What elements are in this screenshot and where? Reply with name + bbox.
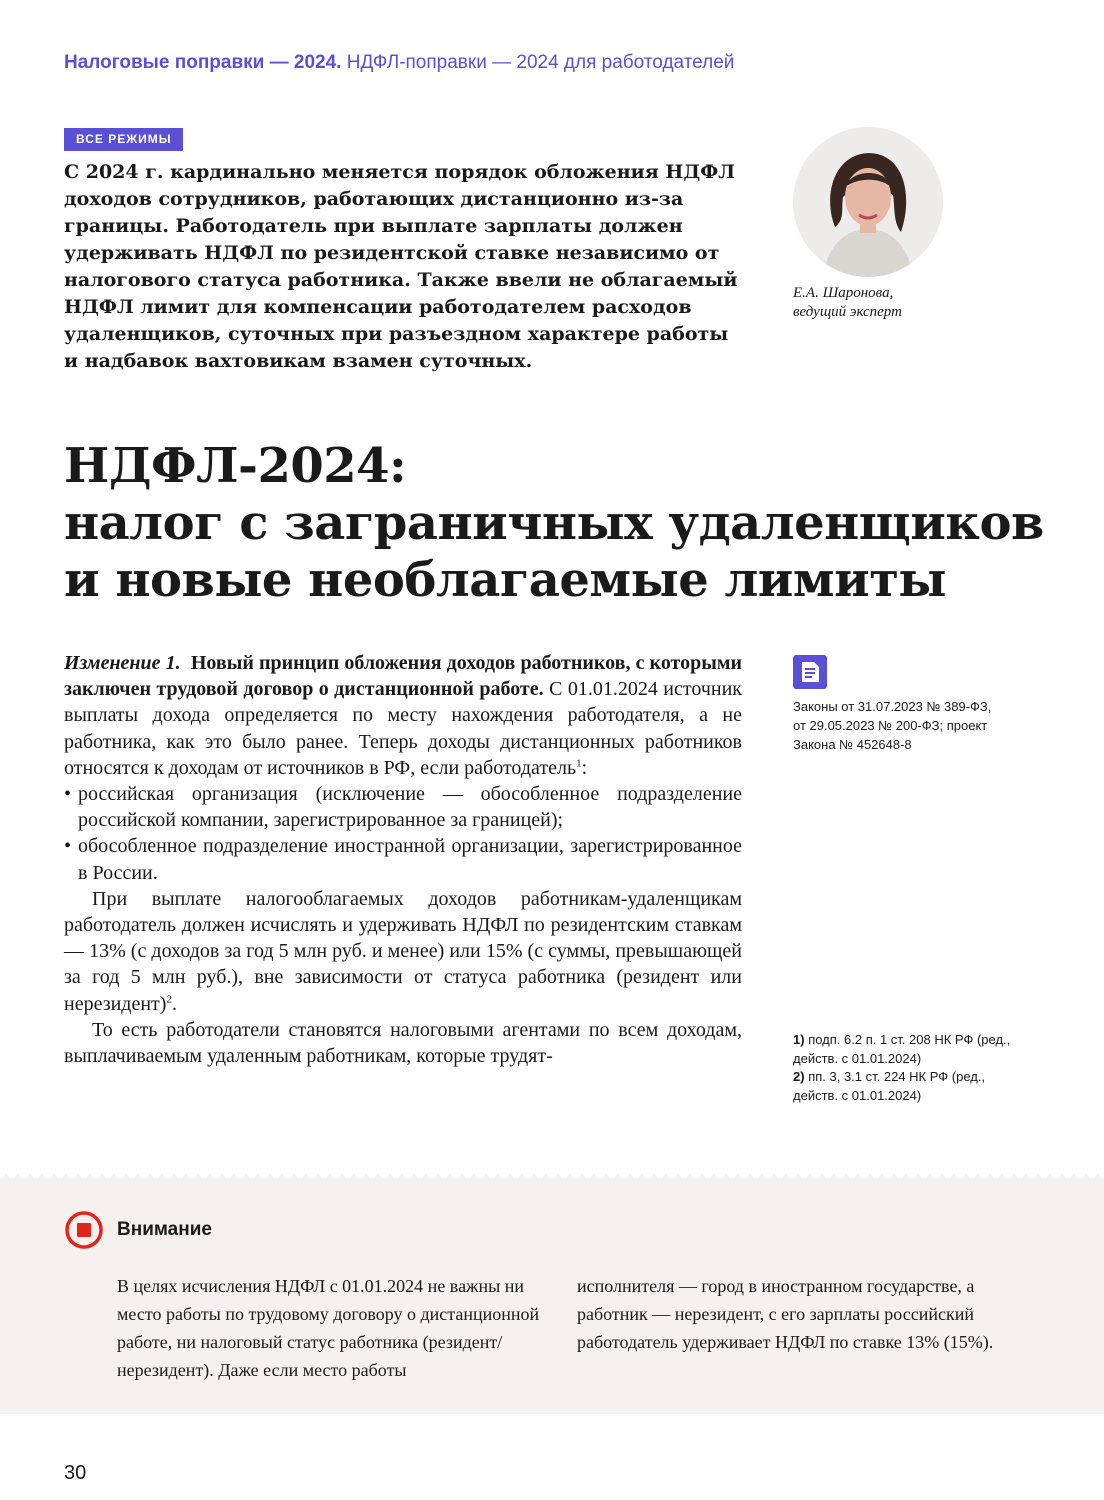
author-caption bbox=[793, 284, 902, 322]
change-heading: Новый принцип обложения доходов работников, с которыми заключен трудовой договор о дистанционной работе. bbox=[64, 652, 743, 701]
zigzag-border bbox=[0, 1172, 1104, 1180]
category-tag: ВСЕ РЕЖИМЫ bbox=[64, 128, 183, 151]
author-name: Е.А. Шаронова, bbox=[793, 285, 894, 301]
page-number: 30 bbox=[64, 1462, 87, 1484]
author-photo bbox=[793, 127, 943, 277]
lead-paragraph: С 2024 г. кардинально меняется порядок обложения НДФЛ доходов сотрудников, работающих дистанционно из-за границы. Работодатель при выплате зарплаты должен удерживать НДФЛ по резидентской ставке независимо от налогового статуса работника. Также ввели не облагаемый НДФЛ лимит для компенсации работодателем расходов удаленщиков, суточных при разъездном характере работы и надбавок вахтовикам взамен суточных. bbox=[64, 161, 738, 372]
paragraph-2-text: При выплате налогооблагаемых доходов работникам-удаленщикам работодатель должен исчислять и удерживать НДФЛ по резидентским ставкам — 13% (с доходов за год 5 млн руб. и менее) или 15% (с суммы, превышающей за год 5 млн руб.), вне зависимости от статуса работника (резидент или нерезидент) bbox=[64, 887, 742, 1015]
warning-text-col-2: исполнителя — город в иностранном государстве, а работник — нерезидент, с его зарплаты российский работодатель удерживает НДФЛ по ставке 13% (15%). bbox=[577, 1276, 994, 1352]
list-item: • обособленное подразделение иностранной организации, зарегистрированное в России. bbox=[64, 833, 742, 885]
stop-icon bbox=[64, 1210, 104, 1250]
list-item: • российская организация (исключение — обособленное подразделение российской компании, зарегистрированное за границей); bbox=[64, 781, 742, 833]
paragraph-1-end: : bbox=[581, 756, 588, 779]
laws-reference: Законы от 31.07.2023 № 389-ФЗ, от 29.05.2023 № 200-ФЗ; проект Закона № 452648-8 bbox=[793, 699, 992, 752]
footnote-ref-2[interactable]: 2 bbox=[166, 992, 172, 1005]
paragraph-2-end: . bbox=[171, 992, 177, 1015]
running-head bbox=[64, 52, 734, 74]
footnote-2 bbox=[793, 1068, 1033, 1105]
running-head-subsection: НДФЛ-поправки — 2024 для работодателей bbox=[346, 52, 735, 73]
footnote-text: пп. 3, 3.1 ст. 224 НК РФ (ред., действ. с 01.01.2024) bbox=[793, 1069, 986, 1103]
article-body bbox=[64, 650, 742, 1069]
author-role: ведущий эксперт bbox=[793, 304, 902, 320]
author-portrait-icon bbox=[793, 127, 943, 277]
document-icon bbox=[793, 655, 827, 689]
warning-text-col-1: В целях исчисления НДФЛ с 01.01.2024 не важны ни место работы по трудовому договору о дистанционной работе, ни налоговый статус работника (резидент/нерезидент). Даже если место работы bbox=[117, 1276, 540, 1380]
title-line-2: налог с заграничных удаленщиков bbox=[64, 495, 1044, 551]
change-paragraph bbox=[64, 650, 742, 781]
footnote-number: 1) bbox=[793, 1032, 805, 1047]
title-line-1: НДФЛ-2024: bbox=[64, 438, 407, 494]
bullet-list bbox=[64, 781, 742, 886]
footnote-1 bbox=[793, 1031, 1033, 1068]
paragraph-1: С 01.01.2024 источник выплаты дохода определяется по месту нахождения работодателя, а не работника, как это было ранее. Теперь доходы дистанционных работников относятся к доходам от источников в РФ, если работодатель bbox=[64, 678, 743, 779]
article-title bbox=[64, 438, 1064, 609]
paragraph-3: То есть работодатели становятся налоговыми агентами по всем доходам, выплачиваемым удаленным работникам, которые трудят- bbox=[64, 1018, 742, 1068]
running-head-section: Налоговые поправки — 2024. bbox=[64, 52, 342, 73]
footnotes bbox=[793, 1031, 1033, 1105]
footnote-text: подп. 6.2 п. 1 ст. 208 НК РФ (ред., действ. с 01.01.2024) bbox=[793, 1032, 1011, 1066]
paragraph-2 bbox=[64, 886, 742, 1017]
warning-title: Внимание bbox=[117, 1219, 212, 1240]
change-label: Изменение 1. bbox=[64, 652, 181, 674]
footnote-number: 2) bbox=[793, 1069, 805, 1084]
footnote-ref-1[interactable]: 1 bbox=[576, 757, 582, 770]
title-line-3: и новые необлагаемые лимиты bbox=[64, 552, 947, 608]
